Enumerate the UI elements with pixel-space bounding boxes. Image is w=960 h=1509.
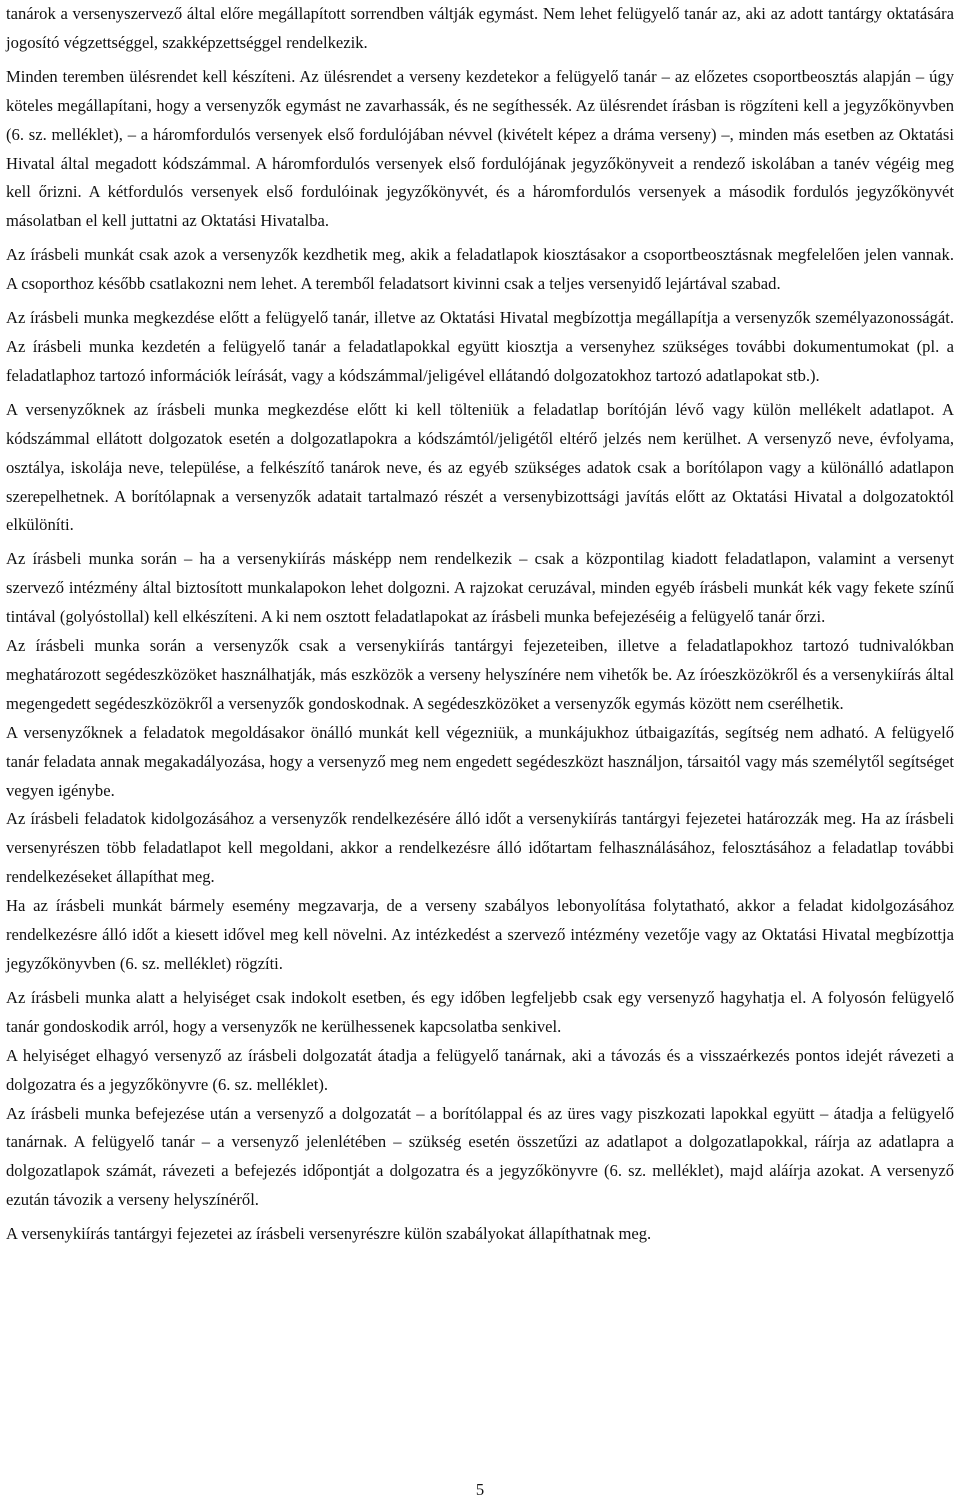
paragraph-12: A helyiséget elhagyó versenyző az írásbeli dolgozatát átadja a felügyelő tanárnak, aki a távozás és a visszaérkezés pontos idejét rávezeti a dolgozatra és a jegyzőkönyvre (6. sz. melléklet).: [6, 1045, 954, 1094]
paragraph-2: Minden teremben ülésrendet kell készíteni. Az ülésrendet a verseny kezdetekor a felügyelő tanár – az előzetes csoportbeosztás alapján – úgy köteles megállapítani, hogy a versenyzők egymást ne zavarhassák, és ne segíthessék. Az ülésrendet írásban is rögzíteni kell a jegyzőkönyvben (6. sz. melléklet), – a háromfordulós versenyek első fordulójában névvel (kivételt képez a dráma verseny) –, minden más esetben az Oktatási Hivatal által megadott kódszámmal. A háromfordulós versenyek első fordulójának jegyzőkönyveit a rendező iskolában a tanév végéig meg kell őrizni. A kétfordulós versenyek első fordulóinak jegyzőkönyvét, és a háromfordulós versenyek a második fordulós jegyzőkönyvét másolatban el kell juttatni az Oktatási Hivatalba.: [6, 66, 954, 231]
paragraph-4: Az írásbeli munka megkezdése előtt a felügyelő tanár, illetve az Oktatási Hivatal megbízottja megállapítja a versenyzők személyazonosságát. Az írásbeli munka kezdetén a felügyelő tanár a feladatlapokkal együtt kiosztja a versenyhez szükséges további dokumentumokat (pl. a feladatlaphoz tartozó információk leírását, vagy a kódszámmal/jeligével ellátandó dolgozatokhoz tartozó adatlapokat stb.).: [6, 308, 954, 385]
paragraph-13: Az írásbeli munka befejezése után a versenyző a dolgozatát – a borítólappal és az üres vagy piszkozati lapokkal együtt – átadja a felügyelő tanárnak. A felügyelő tanár – a versenyző jelenlétében – szükség esetén összetűzi az adatlapot a dolgozatlapokkal, ráírja az adatlapra a dolgozatlapok számát, rávezeti a befejezés időpontját a dolgozatra és a jegyzőkönyvre (6. sz. melléklet), majd aláírja azokat. A versenyző ezután távozik a verseny helyszínéről.: [6, 1103, 954, 1210]
paragraph-8: A versenyzőknek a feladatok megoldásakor önálló munkát kell végezniük, a munkájukhoz útbaigazítás, segítség nem adható. A felügyelő tanár feladata annak megakadályozása, hogy a versenyző meg nem engedett segédeszközt használjon, társaitól vagy más személytől segítséget vegyen igénybe.: [6, 722, 954, 800]
paragraph-10: Ha az írásbeli munkát bármely esemény megzavarja, de a verseny szabályos lebonyolítása folytatható, akkor a feladat kidolgozásához rendelkezésre álló időt a kiesett idővel meg kell növelni. Az intézkedést a szervező intézmény vezetője vagy az Oktatási Hivatal megbízottja jegyzőkönyvben (6. sz. melléklet) rögzíti.: [6, 896, 954, 973]
paragraph-7: Az írásbeli munka során a versenyzők csak a versenykiírás tantárgyi fejezeteiben, illetve a feladatlapokhoz tartozó tudnivalókban meghatározott segédeszközöket használhatják, más eszközök a verseny helyszínére nem vihetők be. Az íróeszközökről és a versenykiírás által megengedett segédeszközökről a versenyzők gondoskodnak. A segédeszközöket a versenyzők egymás között nem cserélhetik.: [6, 636, 954, 713]
paragraph-11: Az írásbeli munka alatt a helyiséget csak indokolt esetben, és egy időben legfeljebb csak egy versenyző hagyhatja el. A folyosón felügyelő tanár gondoskodik arról, hogy a versenyzők ne kerülhessenek kapcsolatba senkivel.: [6, 987, 954, 1036]
paragraph-6: Az írásbeli munka során – ha a versenykiírás másképp nem rendelkezik – csak a központilag kiadott feladatlapon, valamint a versenyt szervező intézmény által biztosított munkalapokon lehet dolgozni. A rajzokat ceruzával, minden egyéb írásbeli munkát kék vagy fekete színű tintával (golyóstollal) kell elkészíteni. A ki nem osztott feladatlapokat az írásbeli munka befejezéséig a felügyelő tanár őrzi.: [6, 549, 954, 627]
paragraph-1: tanárok a versenyszervező által előre megállapított sorrendben váltják egymást. Nem lehet felügyelő tanár az, aki az adott tantárgy oktatására jogosító végzettséggel, szakképzettséggel rendelkezik.: [6, 4, 954, 52]
document-page: [6, 0, 954, 1249]
page-number: 5: [475, 1480, 485, 1499]
paragraph-14: A versenykiírás tantárgyi fejezetei az írásbeli versenyrészre külön szabályokat állapíthatnak meg.: [6, 1224, 652, 1244]
paragraph-5: A versenyzőknek az írásbeli munka megkezdése előtt ki kell tölteniük a feladatlap borítóján lévő vagy külön mellékelt adatlapot. A kódszámmal ellátott dolgozatok esetén a dolgozatlapokra a kódszámtól/jeligétől eltérő jelzés nem kerülhet. A versenyző neve, évfolyama, osztálya, iskolája neve, települése, a felkészítő tanárok neve, és az egyéb szükséges adatok csak a borítólapon vagy a különálló adatlapon szerepelhetnek. A borítólapnak a versenyzők adatait tartalmazó részét a versenybizottsági javítás előtt az Oktatási Hivatal a dolgozatoktól elkülöníti.: [6, 399, 954, 535]
paragraph-9: Az írásbeli feladatok kidolgozásához a versenyzők rendelkezésére álló időt a versenykiírás tantárgyi fejezetei határozzák meg. Ha az írásbeli versenyrészen több feladatlapot kell megoldani, akkor a rendelkezésre álló időtartam felhasználásához, felosztásához a feladatlap további rendelkezéseket állapíthat meg.: [6, 809, 954, 887]
paragraph-3: Az írásbeli munkát csak azok a versenyzők kezdhetik meg, akik a feladatlapok kiosztásakor a csoportbeosztásnak megfelelően jelen vannak. A csoporthoz később csatlakozni nem lehet. A teremből feladatsort kivinni csak a teljes versenyidő lejártával szabad.: [6, 245, 954, 294]
